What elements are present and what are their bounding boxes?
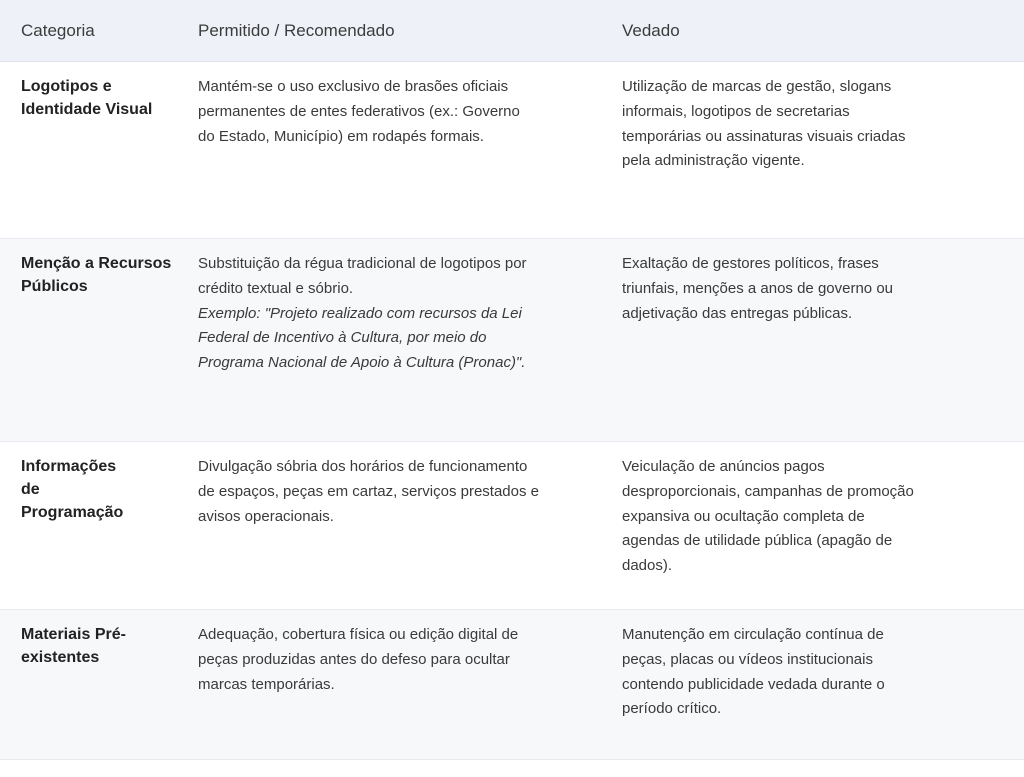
row-forbidden: Veiculação de anúncios pagos desproporcionais, campanhas de promoção expansiva ou ocultação completa de agendas de utilidade pública (apagão de dados).: [622, 458, 914, 575]
row-forbidden: Manutenção em circulação contínua de peças, placas ou vídeos institucionais contendo publicidade vedada durante o período crítico.: [622, 626, 885, 718]
header-forbidden: Vedado: [622, 21, 680, 40]
table-row: [0, 610, 1024, 760]
row-allowed: Divulgação sóbria dos horários de funcionamento de espaços, peças em cartaz, serviços prestados e avisos operacionais.: [198, 458, 540, 525]
row-allowed-text: Substituição da régua tradicional de logotipos por crédito textual e sóbrio.: [198, 255, 527, 297]
table-row: [0, 442, 1024, 610]
table-row: [0, 239, 1024, 442]
table-header: [0, 0, 1024, 62]
header-category: Categoria: [21, 21, 95, 40]
row-allowed-example: Exemplo: "Projeto realizado com recursos da Lei Federal de Incentivo à Cultura, por meio do Programa Nacional de Apoio à Cultura (Pronac)".: [198, 304, 526, 372]
row-category: Materiais Pré-existentes: [21, 626, 126, 666]
row-category: Menção a Recursos Públicos: [21, 255, 172, 295]
row-allowed: Adequação, cobertura física ou edição digital de peças produzidas antes do defeso para ocultar marcas temporárias.: [198, 626, 519, 693]
header-allowed: Permitido / Recomendado: [198, 21, 395, 40]
row-category: Logotipos e Identidade Visual: [21, 78, 153, 118]
row-forbidden: Utilização de marcas de gestão, slogans informais, logotipos de secretarias temporárias ou assinaturas visuais criadas pela administração vigente.: [622, 78, 906, 170]
table-row: [0, 62, 1024, 239]
row-category: Informações de Programação: [21, 458, 124, 521]
row-allowed: [176, 252, 600, 441]
row-allowed: Mantém-se o uso exclusivo de brasões oficiais permanentes de entes federativos (ex.: Governo do Estado, Município) em rodapés formais.: [198, 78, 520, 145]
row-forbidden: Exaltação de gestores políticos, frases triunfais, menções a anos de governo ou adjetivação das entregas públicas.: [622, 255, 894, 322]
